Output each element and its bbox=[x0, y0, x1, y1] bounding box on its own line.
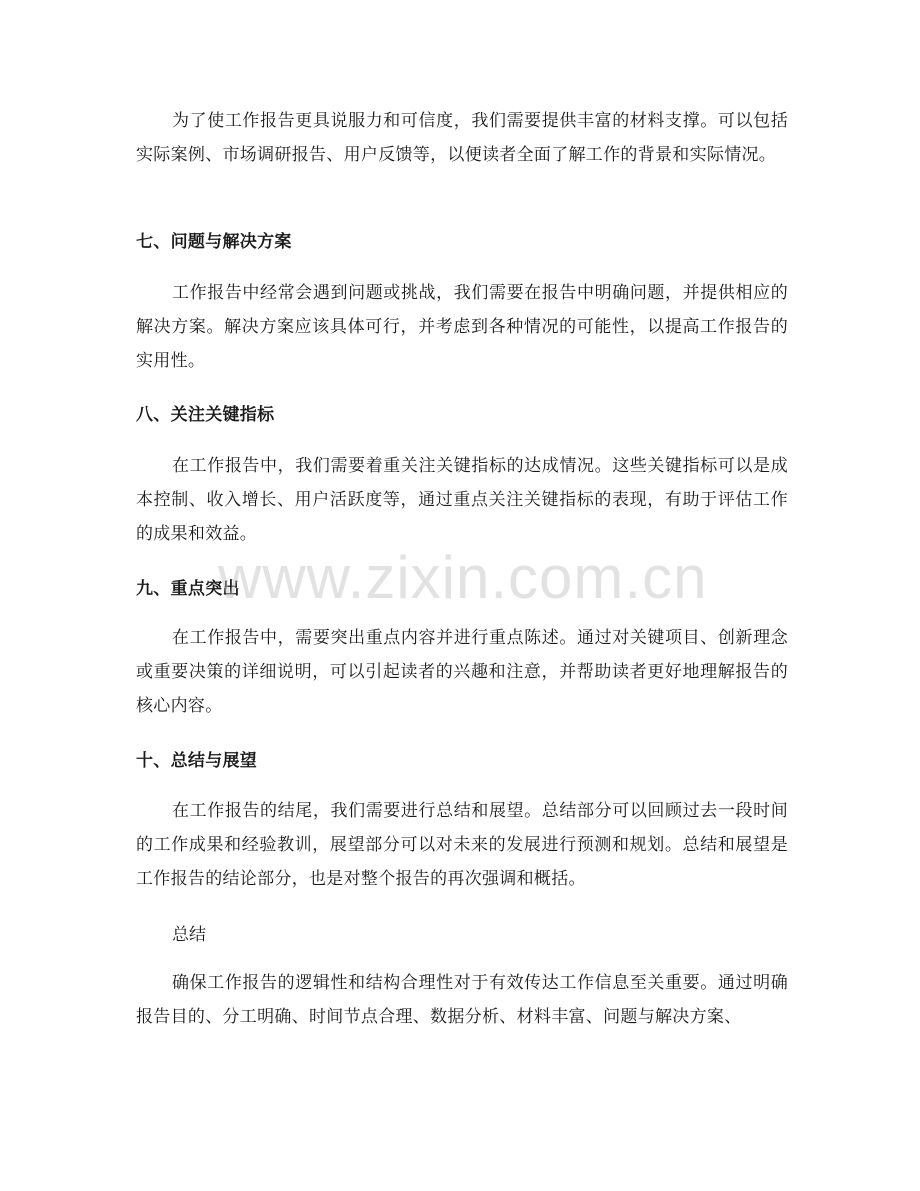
section-heading-8: 八、关注关键指标 bbox=[136, 405, 275, 425]
section-heading-9: 九、重点突出 bbox=[136, 579, 240, 599]
intro-paragraph: 为了使工作报告更具说服力和可信度，我们需要提供丰富的材料支撑。可以包括实际案例、市场调研报告、用户反馈等，以便读者全面了解工作的背景和实际情况。 bbox=[136, 111, 788, 165]
section-body-7: 工作报告中经常会遇到问题或挑战，我们需要在报告中明确问题，并提供相应的解决方案。解决方案应该具体可行，并考虑到各种情况的可能性，以提高工作报告的实用性。 bbox=[136, 283, 788, 371]
summary-paragraph: 确保工作报告的逻辑性和结构合理性对于有效传达工作信息至关重要。通过明确报告目的、分工明确、时间节点合理、数据分析、材料丰富、问题与解决方案、 bbox=[136, 973, 788, 1027]
summary-label: 总结 bbox=[172, 925, 206, 945]
section-heading-7: 七、问题与解决方案 bbox=[136, 232, 292, 252]
watermark: www.zixin.com.cn bbox=[218, 544, 708, 611]
section-body-10: 在工作报告的结尾，我们需要进行总结和展望。总结部分可以回顾过去一段时间的工作成果和经验教训，展望部分可以对未来的发展进行预测和规划。总结和展望是工作报告的结论部分，也是对整个报告的再次强调和概括。 bbox=[136, 801, 788, 889]
section-body-9: 在工作报告中，需要突出重点内容并进行重点陈述。通过对关键项目、创新理念或重要决策的详细说明，可以引起读者的兴趣和注意，并帮助读者更好地理解报告的核心内容。 bbox=[136, 628, 788, 716]
section-heading-10: 十、总结与展望 bbox=[136, 751, 258, 771]
section-body-8: 在工作报告中，我们需要着重关注关键指标的达成情况。这些关键指标可以是成本控制、收入增长、用户活跃度等，通过重点关注关键指标的表现，有助于评估工作的成果和效益。 bbox=[136, 456, 788, 544]
